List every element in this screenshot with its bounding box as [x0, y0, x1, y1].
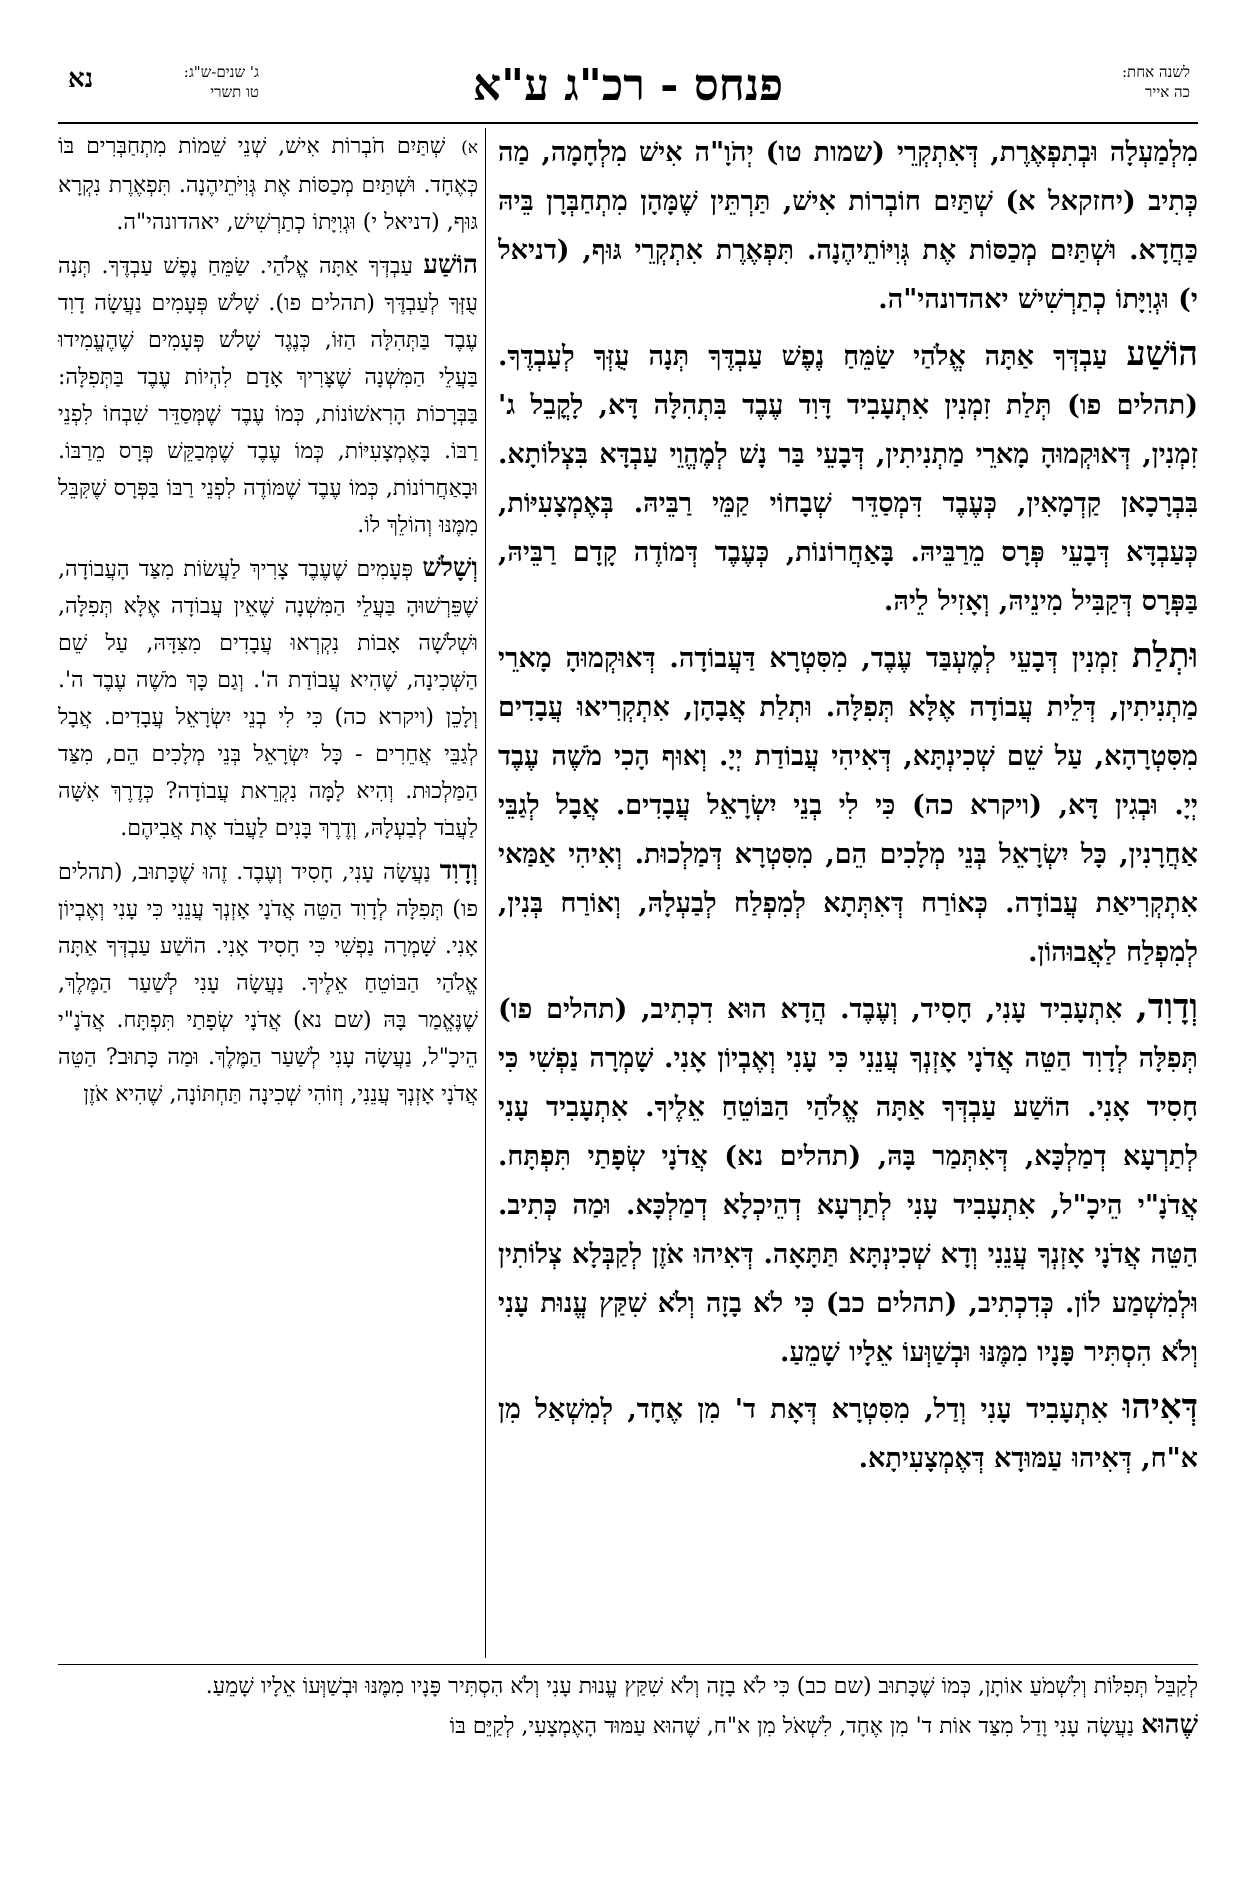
- main-paragraph-4-lead: וְדָוִד,: [1136, 987, 1198, 1027]
- main-paragraph-3: [498, 632, 1198, 977]
- main-paragraph-2: [498, 330, 1198, 626]
- bottom-paragraph-1: לְקַבֵּל תְּפִלּוֹת וְלִשְׁמֹעַ אוֹתָן, כְּמוֹ שֶׁכָּתוּב (שם כב) כִּי לֹא בָזָה וְלֹא שִׁקַּץ עֱנוּת עָנִי וְלֹא הִסְתִּיר פָּנָיו מִמֶּנּוּ וּבְשַׁוְּעוֹ אֵלָיו שָׁמֵעַ.: [205, 1674, 1198, 1699]
- columns: [58, 128, 1198, 1658]
- side-paragraph-2-lead: הוֹשַׁע: [423, 250, 478, 280]
- bottom-rule: [58, 1664, 1198, 1665]
- bottom-paragraph-2: [58, 1708, 1198, 1744]
- bottom-paragraph-2-lead: שֶׁהוּא: [1141, 1710, 1198, 1740]
- column-divider: [485, 128, 486, 1658]
- main-paragraph-5-lead: דְּאִיהוּ: [1122, 1387, 1198, 1427]
- main-paragraph-4: [498, 983, 1198, 1377]
- header-left-line2: טו תשרי: [210, 83, 259, 101]
- main-paragraph-2-lead: הוֹשַׁע: [1126, 334, 1198, 374]
- page-number: נא: [68, 64, 94, 94]
- page: [58, 58, 1198, 1848]
- side-paragraph-3-lead: וְשָׁלֹשׁ: [422, 553, 478, 583]
- main-paragraph-5-text: אִתְעָבִיד עָנִי וְדַל, מִסִּטְרָא דְּאָת ד' מִן אֶחָד, לְמִשְׁאַל מִן א"ח, דְּאִיהוּ עַמּוּדָא דְּאֶמְצָעִיתָא.: [498, 1394, 1198, 1474]
- side-paragraph-4: [58, 853, 478, 1113]
- main-text-column: [498, 128, 1198, 1658]
- side-paragraph-1-text: שְׁתַּיִם חֹבְרוֹת אִישׁ, שְׁנֵי שֵׁמוֹת מִתְחַבְּרִים בּוֹ כְּאֶחָד. וּשְׁתַּיִם מְכַסּוֹת אֶת גְּוִיֹּתֵיהֶנָה. תִּפְאֶרֶת נִקְרָא גּוּף, (דניאל י) וּגְוִיָּתוֹ כְתַרְשִׁישׁ, יאהדונהי"ה.: [58, 134, 478, 235]
- main-paragraph-4-text: אִתְעָבִיד עָנִי, חָסִיד, וְעֶבֶד. הֲדָא הוּא דִכְתִיב, (תהלים פו) תְּפִלָּה לְדָוִד הַטֵּה אֲדֹנָי אָזְנְךָ עֲנֵנִי כִּי עָנִי וְאֶבְיוֹן אָנִי. שָׁמְרָה נַפְשִׁי כִּי חָסִיד אָנִי. הוֹשַׁע עַבְדְּךָ אַתָּה אֱלֹהַי הַבּוֹטֵחַ אֵלֶיךָ. אִתְעָבִיד עָנִי לְתַרְעָא דְמַלְכָּא, דְּאִתְּמַר בָּהּ, (תהלים נא) אֲדֹנָי שְׂפָתַי תִּפְתָּח. אֲדֹנָ"י הֵיכָ"ל, אִתְעָבִיד עָנִי לְתַרְעָא דְהֵיכְלָא דְמַלְכָּא. וּמַה כְּתִיב. הַטֵּה אֲדֹנָי אָזְנְךָ עֲנֵנִי וְדָא שְׁכִינְתָּא תַּתָּאָה. דְּאִיהוּ אֹזֶן לְקַבְּלָא צְלוֹתִין וּלְמִשְׁמַע לוֹן. כְּדִכְתִיב, (תהלים כב) כִּי לֹא בָזָה וְלֹא שִׁקַּץ עֱנוּת עָנִי וְלֹא הִסְתִּיר פָּנָיו מִמֶּנּוּ וּבְשַׁוְּעוֹ אֵלָיו שָׁמֵעַ.: [498, 994, 1198, 1368]
- header-left-line1: ג' שנים-ש"ג:: [183, 63, 259, 81]
- bottom-continuation: [58, 1670, 1198, 1748]
- main-paragraph-5: [498, 1383, 1198, 1483]
- side-paragraph-4-lead: וְדָוִד: [439, 856, 478, 886]
- translation-column: [58, 128, 478, 1658]
- header-right-line1: לשנה אחת:: [1122, 63, 1190, 81]
- main-paragraph-1: מִלְמַעְלָה וּבְתִפְאֶרֶת, דְּאִתְקְרֵי (שמות טו) יְהֹוָ"ה אִישׁ מִלְחָמָה, מַה כְּתִיב (יחזקאל א) שְׁתַּיִם חוֹבְרוֹת אִישׁ, תַּרְתֵּין שֶׁמָּהָן מִתְחַבְּרָן בֵּיהּ כַּחֲדָא. וּשְׁתַּיִם מְכַסּוֹת אֶת גְּוִיּוֹתֵיהֶנָה. תִּפְאֶרֶת אִתְקְרֵי גּוּף, (דניאל י) וּגְוִיָּתוֹ כְתַרְשִׁישׁ יאהדונהי"ה.: [498, 137, 1198, 315]
- header-left-text: [184, 62, 259, 102]
- side-paragraph-2-text: עַבְדְּךָ אַתָּה אֱלֹהַי. שַׂמֵּחַ נֶפֶשׁ עַבְדֶּךָ. תְּנָה עֻזְּךָ לְעַבְדֶּךָ (תהלים פו). שָׁלֹשׁ פְּעָמִים נַעֲשָׂה דָוִד עֶבֶד בַּתְּהִלָּה הַזּוֹ, כְּנֶגֶד שָׁלֹשׁ פְּעָמִים שֶׁהֶעֱמִידוּ בַּעֲלֵי הַמִּשְׁנָה שֶׁצָּרִיךְ אָדָם לִהְיוֹת עֶבֶד בַּתְּפִלָּה: בַּבְּרָכוֹת הָרִאשׁוֹנוֹת, כְּמוֹ עֶבֶד שֶׁמְּסַדֵּר שִׁבְחוֹ לִפְנֵי רַבּוֹ. בָּאֶמְצָעִיּוֹת, כְּמוֹ עֶבֶד שֶׁמְּבַקֵּשׁ פְּרָס מֵרַבּוֹ. וּבָאַחֲרוֹנוֹת, כְּמוֹ עֶבֶד שֶׁמּוֹדֶה לִפְנֵי רַבּוֹ בַּפְּרָס שֶׁקִּבֵּל מִמֶּנּוּ וְהוֹלֵךְ לוֹ.: [58, 254, 478, 538]
- side-paragraph-1: [58, 128, 478, 241]
- main-paragraph-2-text: עַבְדְּךָ אַתָּה אֱלֹהַי שַׂמֵּחַ נֶפֶשׁ עַבְדֶּךָ תְּנָה עֻזְּךָ לְעַבְדֶּךָ. (תהלים פו) תְּלַת זִמְנִין אִתְעָבִיד דָּוִד עֶבֶד בִּתְהִלָּה דָּא, לָקֳבֵל ג' זִמְנִין, דְּאוּקְמוּהָ מָארֵי מַתְנִיתִין, דְּבָעֵי בַּר נָשׁ לְמֶהֱוֵי עַבְדָּא בִּצְלוֹתָא. בִּבְרָכָאן קַדְמָאִין, כְּעֶבֶד דִּמְסַדֵּר שְׁבָחוֹי קַמֵּי רַבֵּיהּ. בְּאֶמְצָעִיּוֹת, כְּעַבְדָּא דְּבָעֵי פְּרָס מֵרַבֵּיהּ. בָּאַחֲרוֹנוֹת, כְּעֶבֶד דְּמוֹדֶה קָדָם רַבֵּיהּ, בַּפְּרָס דְּקַבִּיל מִינֵיהּ, וְאָזִיל לֵיהּ.: [498, 341, 1198, 617]
- side-paragraph-3: [58, 550, 478, 847]
- main-paragraph-3-text: זִמְנִין דְּבָעֵי לְמֶעְבַּד עֶבֶד, מִסִּטְרָא דַּעֲבוֹדָה. דְּאוּקְמוּהָ מָארֵי מַתְנִיתִין, דְּלֵית עֲבוֹדָה אֶלָּא תְּפִלָּה. וּתְלַת אֲבָהָן, אִתְקְרִיאוּ עֲבָדִים מִסִּטְרָהָא, עַל שֵׁם שְׁכִינְתָּא, דְּאִיהִי עֲבוֹדַת יְיָ. וְאוּף הָכִי מֹשֶׁה עֶבֶד יְיָ. וּבְגִין דָּא, (ויקרא כה) כִּי לִי בְנֵי יִשְׂרָאֵל עֲבָדִים. אֲבָל לְגַבֵּי אַחֲרָנִין, כָּל יִשְׂרָאֵל בְּנֵי מְלָכִים הֵם, מִסִּטְרָא דְּמַלְכוּת. וְאִיהִי אַמַּאי אִתְקְרִיאַת עֲבוֹדָה. כְּאוֹרַח דְּאִתְּתָא לְמִפְלַח לְבַעְלָהּ, וְאוֹרַח בְּנִין, לְמִפְלַח לַאֲבוּהוֹן.: [498, 643, 1198, 968]
- side-paragraph-4-text: נַעֲשָׂה עָנִי, חָסִיד וְעֶבֶד. זֶהוּ שֶׁכָּתוּב, (תהלים פו) תְּפִלָּה לְדָוִד הַטֵּה אֲדֹנָי אָזְנְךָ עֲנֵנִי כִּי עָנִי וְאֶבְיוֹן אָנִי. שָׁמְרָה נַפְשִׁי כִּי חָסִיד אָנִי. הוֹשַׁע עַבְדְּךָ אַתָּה אֱלֹהַי הַבּוֹטֵחַ אֵלֶיךָ. נַעֲשָׂה עָנִי לְשַׁעַר הַמֶּלֶךְ, שֶׁנֶּאֱמַר בָּהּ (שם נא) אֲדֹנָי שְׂפָתַי תִּפְתָּח. אֲדֹנָ"י הֵיכָ"ל, נַעֲשָׂה עָנִי לְשַׁעַר הַמֶּלֶךְ. וּמַה כָּתוּב? הַטֵּה אֲדֹנָי אָזְנְךָ עֲנֵנִי, וְזוֹהִי שְׁכִינָה תַּחְתּוֹנָה, שֶׁהִיא אֹזֶן: [58, 860, 478, 1107]
- side-paragraph-3-text: פְּעָמִים שֶׁעֶבֶד צָרִיךְ לַעֲשׂוֹת מִצַּד הָעֲבוֹדָה, שֶׁפֵּרְשׁוּהָ בַּעֲלֵי הַמִּשְׁנָה שֶׁאֵין עֲבוֹדָה אֶלָּא תְּפִלָּה, וּשְׁלֹשָׁה אָבוֹת נִקְרְאוּ עֲבָדִים מִצִּדָּהּ, עַל שֵׁם הַשְּׁכִינָה, שֶׁהִיא עֲבוֹדַת ה'. וְגַם כָּךְ מֹשֶׁה עֶבֶד ה'. וְלָכֵן (ויקרא כה) כִּי לִי בְנֵי יִשְׂרָאֵל עֲבָדִים. אֲבָל לְגַבֵּי אֲחֵרִים - כָּל יִשְׂרָאֵל בְּנֵי מְלָכִים הֵם, מִצַּד הַמַּלְכוּת. וְהִיא לָמָּה נִקְרֵאת עֲבוֹדָה? כְּדֶרֶךְ אִשָּׁה לַעֲבֹד לְבַעְלָהּ, וְדֶרֶךְ בָּנִים לַעֲבֹד אֶת אֲבִיהֶם.: [58, 557, 478, 841]
- page-header: [58, 58, 1198, 120]
- main-paragraph-3-lead: וּתְלַת: [1131, 636, 1198, 676]
- header-rule: [58, 122, 1198, 124]
- side-paragraph-1-marker: א): [461, 138, 478, 158]
- side-paragraph-2: [58, 247, 478, 544]
- header-right-line2: כה אייר: [1145, 83, 1190, 101]
- page-title: פנחס - רכ"ג ע"א: [472, 60, 784, 111]
- header-study-schedule-three-years: [58, 62, 263, 106]
- bottom-paragraph-2-text: נַעֲשָׂה עָנִי וָדַל מִצַּד אוֹת ד' מִן אֶחָד, לִשְׁאֹל מִן א"ח, שֶׁהוּא עַמּוּד הָאֶמְצָעִי, לְקַיֵּם בּוֹ: [449, 1714, 1135, 1739]
